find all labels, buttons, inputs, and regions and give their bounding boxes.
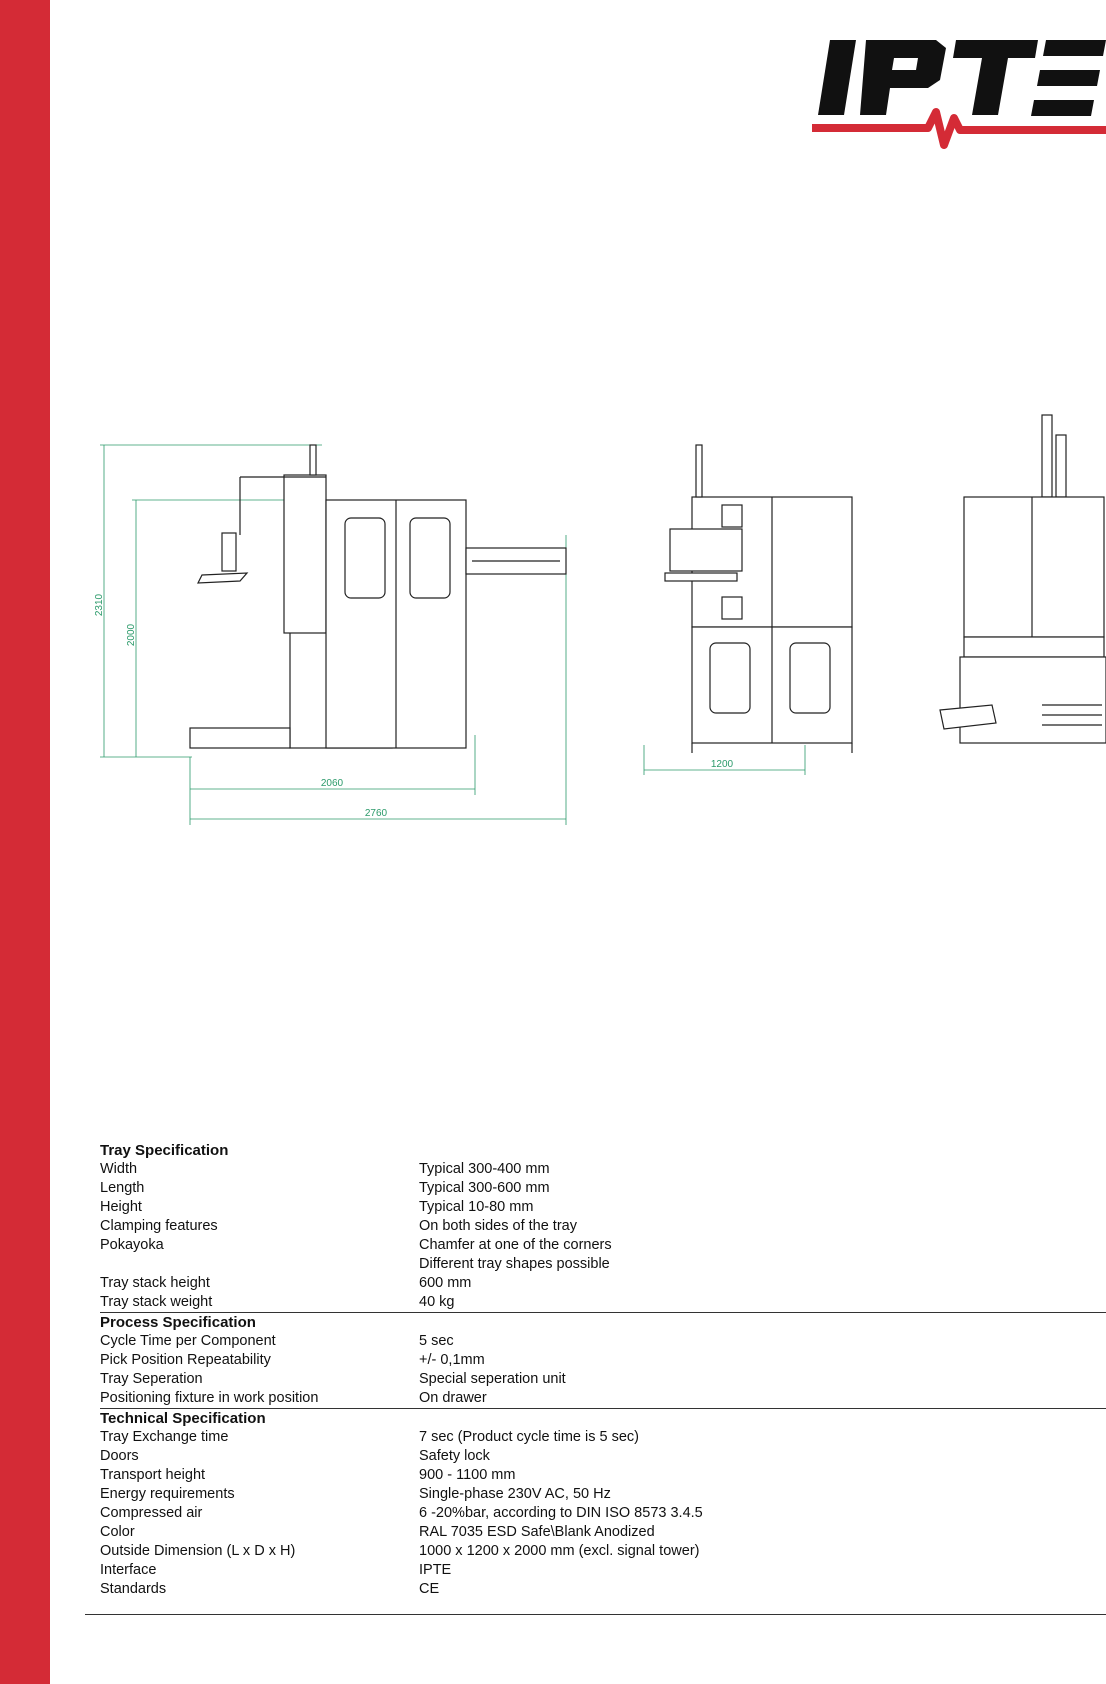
spec-value: +/- 0,1mm: [419, 1352, 485, 1368]
spec-value: On both sides of the tray: [419, 1218, 577, 1234]
section-title: Process Specification: [100, 1314, 256, 1331]
spec-row: [100, 1236, 1106, 1255]
spec-label: Tray stack weight: [100, 1294, 213, 1310]
ipte-logo: [808, 30, 1106, 160]
spec-value: RAL 7035 ESD Safe\Blank Anodized: [419, 1524, 655, 1540]
spec-value: Typical 10-80 mm: [419, 1199, 534, 1215]
spec-value: 900 - 1100 mm: [419, 1467, 516, 1483]
spec-value: Typical 300-600 mm: [419, 1180, 550, 1196]
spec-value: 5 sec: [419, 1333, 454, 1349]
spec-row: [100, 1370, 1106, 1389]
spec-value: Typical 300-400 mm: [419, 1161, 550, 1177]
spec-label: Standards: [100, 1581, 167, 1597]
spec-label: Height: [100, 1199, 142, 1215]
spec-label: Width: [100, 1161, 138, 1177]
spec-row: [100, 1217, 1106, 1236]
spec-row: [100, 1447, 1106, 1466]
section-title: Tray Specification: [100, 1142, 229, 1159]
spec-value: Safety lock: [419, 1448, 490, 1464]
spec-label: Tray Seperation: [100, 1371, 203, 1387]
spec-row: [100, 1466, 1106, 1485]
spec-label: Transport height: [100, 1467, 206, 1483]
side-view: [665, 445, 852, 753]
spec-value: 40 kg: [419, 1294, 455, 1310]
spec-label: Pick Position Repeatability: [100, 1352, 271, 1368]
specification-table: [100, 1141, 1106, 1599]
spec-value: CE: [419, 1581, 440, 1597]
spec-label: Cycle Time per Component: [100, 1333, 276, 1349]
rear-view: [940, 415, 1106, 743]
spec-label: Pokayoka: [100, 1237, 164, 1253]
dim-2000: 2000: [126, 623, 137, 647]
spec-row: [100, 1198, 1106, 1217]
spec-row: [100, 1351, 1106, 1370]
spec-row: [100, 1580, 1106, 1599]
spec-label: Tray stack height: [100, 1275, 210, 1291]
spec-row: [100, 1428, 1106, 1447]
dim-2310: 2310: [94, 593, 105, 617]
spec-row: [100, 1504, 1106, 1523]
spec-label: [100, 1255, 419, 1274]
spec-label: Color: [100, 1524, 135, 1540]
spec-row: [100, 1542, 1106, 1561]
spec-row: [100, 1274, 1106, 1293]
spec-row: [100, 1179, 1106, 1198]
spec-row: [100, 1523, 1106, 1542]
technical-specification-section: [100, 1409, 1106, 1599]
spec-label: Length: [100, 1180, 145, 1196]
tray-specification-section: [100, 1141, 1106, 1313]
spec-row: [100, 1561, 1106, 1580]
section-title: Technical Specification: [100, 1410, 266, 1427]
spec-label: Positioning fixture in work position: [100, 1390, 319, 1406]
spec-value: Single-phase 230V AC, 50 Hz: [419, 1486, 611, 1502]
spec-value: Different tray shapes possible: [419, 1256, 610, 1272]
spec-label: Energy requirements: [100, 1486, 235, 1502]
dim-1200: 1200: [710, 759, 734, 770]
footer-divider: [85, 1614, 1106, 1615]
spec-value: 6 -20%bar, according to DIN ISO 8573 3.4.5: [419, 1505, 703, 1521]
spec-label: Tray Exchange time: [100, 1429, 229, 1445]
spec-value: On drawer: [419, 1390, 487, 1406]
spec-label: Clamping features: [100, 1218, 218, 1234]
spec-value: 1000 x 1200 x 2000 mm (excl. signal tower): [419, 1543, 700, 1559]
spec-label: Doors: [100, 1448, 139, 1464]
dim-2060: 2060: [320, 778, 344, 789]
spec-value: 600 mm: [419, 1275, 472, 1291]
spec-value: Chamfer at one of the corners: [419, 1237, 612, 1253]
spec-row: [100, 1160, 1106, 1179]
spec-label: Interface: [100, 1562, 157, 1578]
spec-row: [100, 1332, 1106, 1351]
spec-value: Special seperation unit: [419, 1371, 566, 1387]
spec-row: [100, 1485, 1106, 1504]
process-specification-section: [100, 1313, 1106, 1409]
spec-row: [100, 1389, 1106, 1408]
spec-value: 7 sec (Product cycle time is 5 sec): [419, 1429, 639, 1445]
spec-label: Compressed air: [100, 1505, 203, 1521]
spec-row: [100, 1293, 1106, 1312]
machine-technical-drawing: [92, 405, 1106, 845]
spec-value: IPTE: [419, 1562, 452, 1578]
red-side-bar: [0, 0, 50, 1684]
dim-2760: 2760: [364, 808, 388, 819]
spec-label: Outside Dimension (L x D x H): [100, 1543, 296, 1559]
spec-row: [100, 1255, 1106, 1274]
front-view: [190, 445, 566, 748]
